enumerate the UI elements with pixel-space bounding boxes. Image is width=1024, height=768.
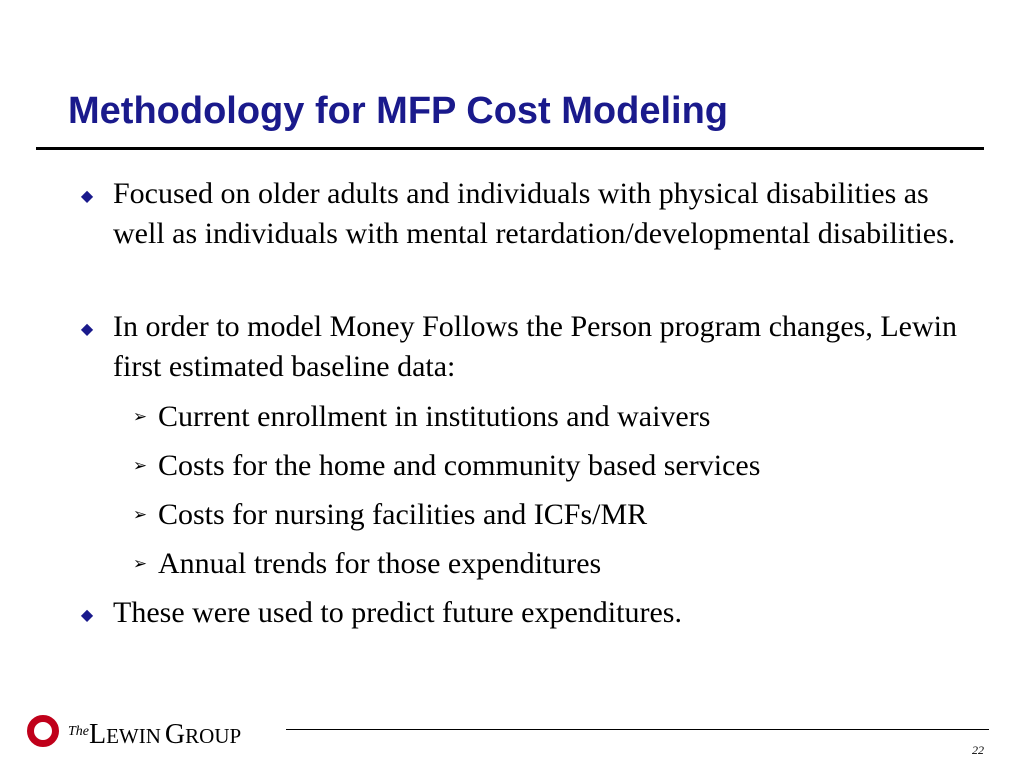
sub-bullet-text: Costs for the home and community based services — [158, 449, 761, 482]
bullet-text: These were used to predict future expenditures. — [113, 596, 682, 629]
logo-word1-rest: EWIN — [106, 724, 161, 748]
slide-title: Methodology for MFP Cost Modeling — [68, 90, 729, 132]
logo-the: The — [68, 724, 89, 739]
arrowhead-bullet-icon: ➢ — [132, 407, 148, 427]
page-number: 22 — [972, 743, 984, 757]
bullet-text: Focused on older adults and individuals with physical disabilities as well as individuals with mental retardation/developmental disabilities. — [113, 177, 956, 250]
title-divider — [36, 147, 984, 150]
arrowhead-bullet-icon: ➢ — [132, 505, 148, 525]
footer-divider — [286, 729, 989, 730]
arrowhead-bullet-icon: ➢ — [132, 456, 148, 476]
diamond-bullet-icon: ◆ — [80, 605, 94, 624]
logo-word2-rest: ROUP — [185, 724, 242, 748]
logo-word1-initial: L — [89, 719, 107, 750]
diamond-bullet-icon: ◆ — [80, 186, 94, 205]
arrowhead-bullet-icon: ➢ — [132, 554, 148, 574]
sub-bullet-text: Annual trends for those expenditures — [158, 547, 602, 580]
ring-logo-icon — [26, 714, 60, 748]
logo-word2-initial: G — [164, 719, 186, 750]
sub-bullet-text: Costs for nursing facilities and ICFs/MR — [158, 498, 648, 531]
diamond-bullet-icon: ◆ — [80, 319, 94, 338]
sub-bullet-text: Current enrollment in institutions and waivers — [158, 400, 711, 433]
bullet-text: In order to model Money Follows the Person program changes, Lewin first estimated baseline data: — [113, 310, 957, 383]
lewin-group-logo — [26, 712, 286, 756]
logo-wordmark — [68, 720, 241, 754]
